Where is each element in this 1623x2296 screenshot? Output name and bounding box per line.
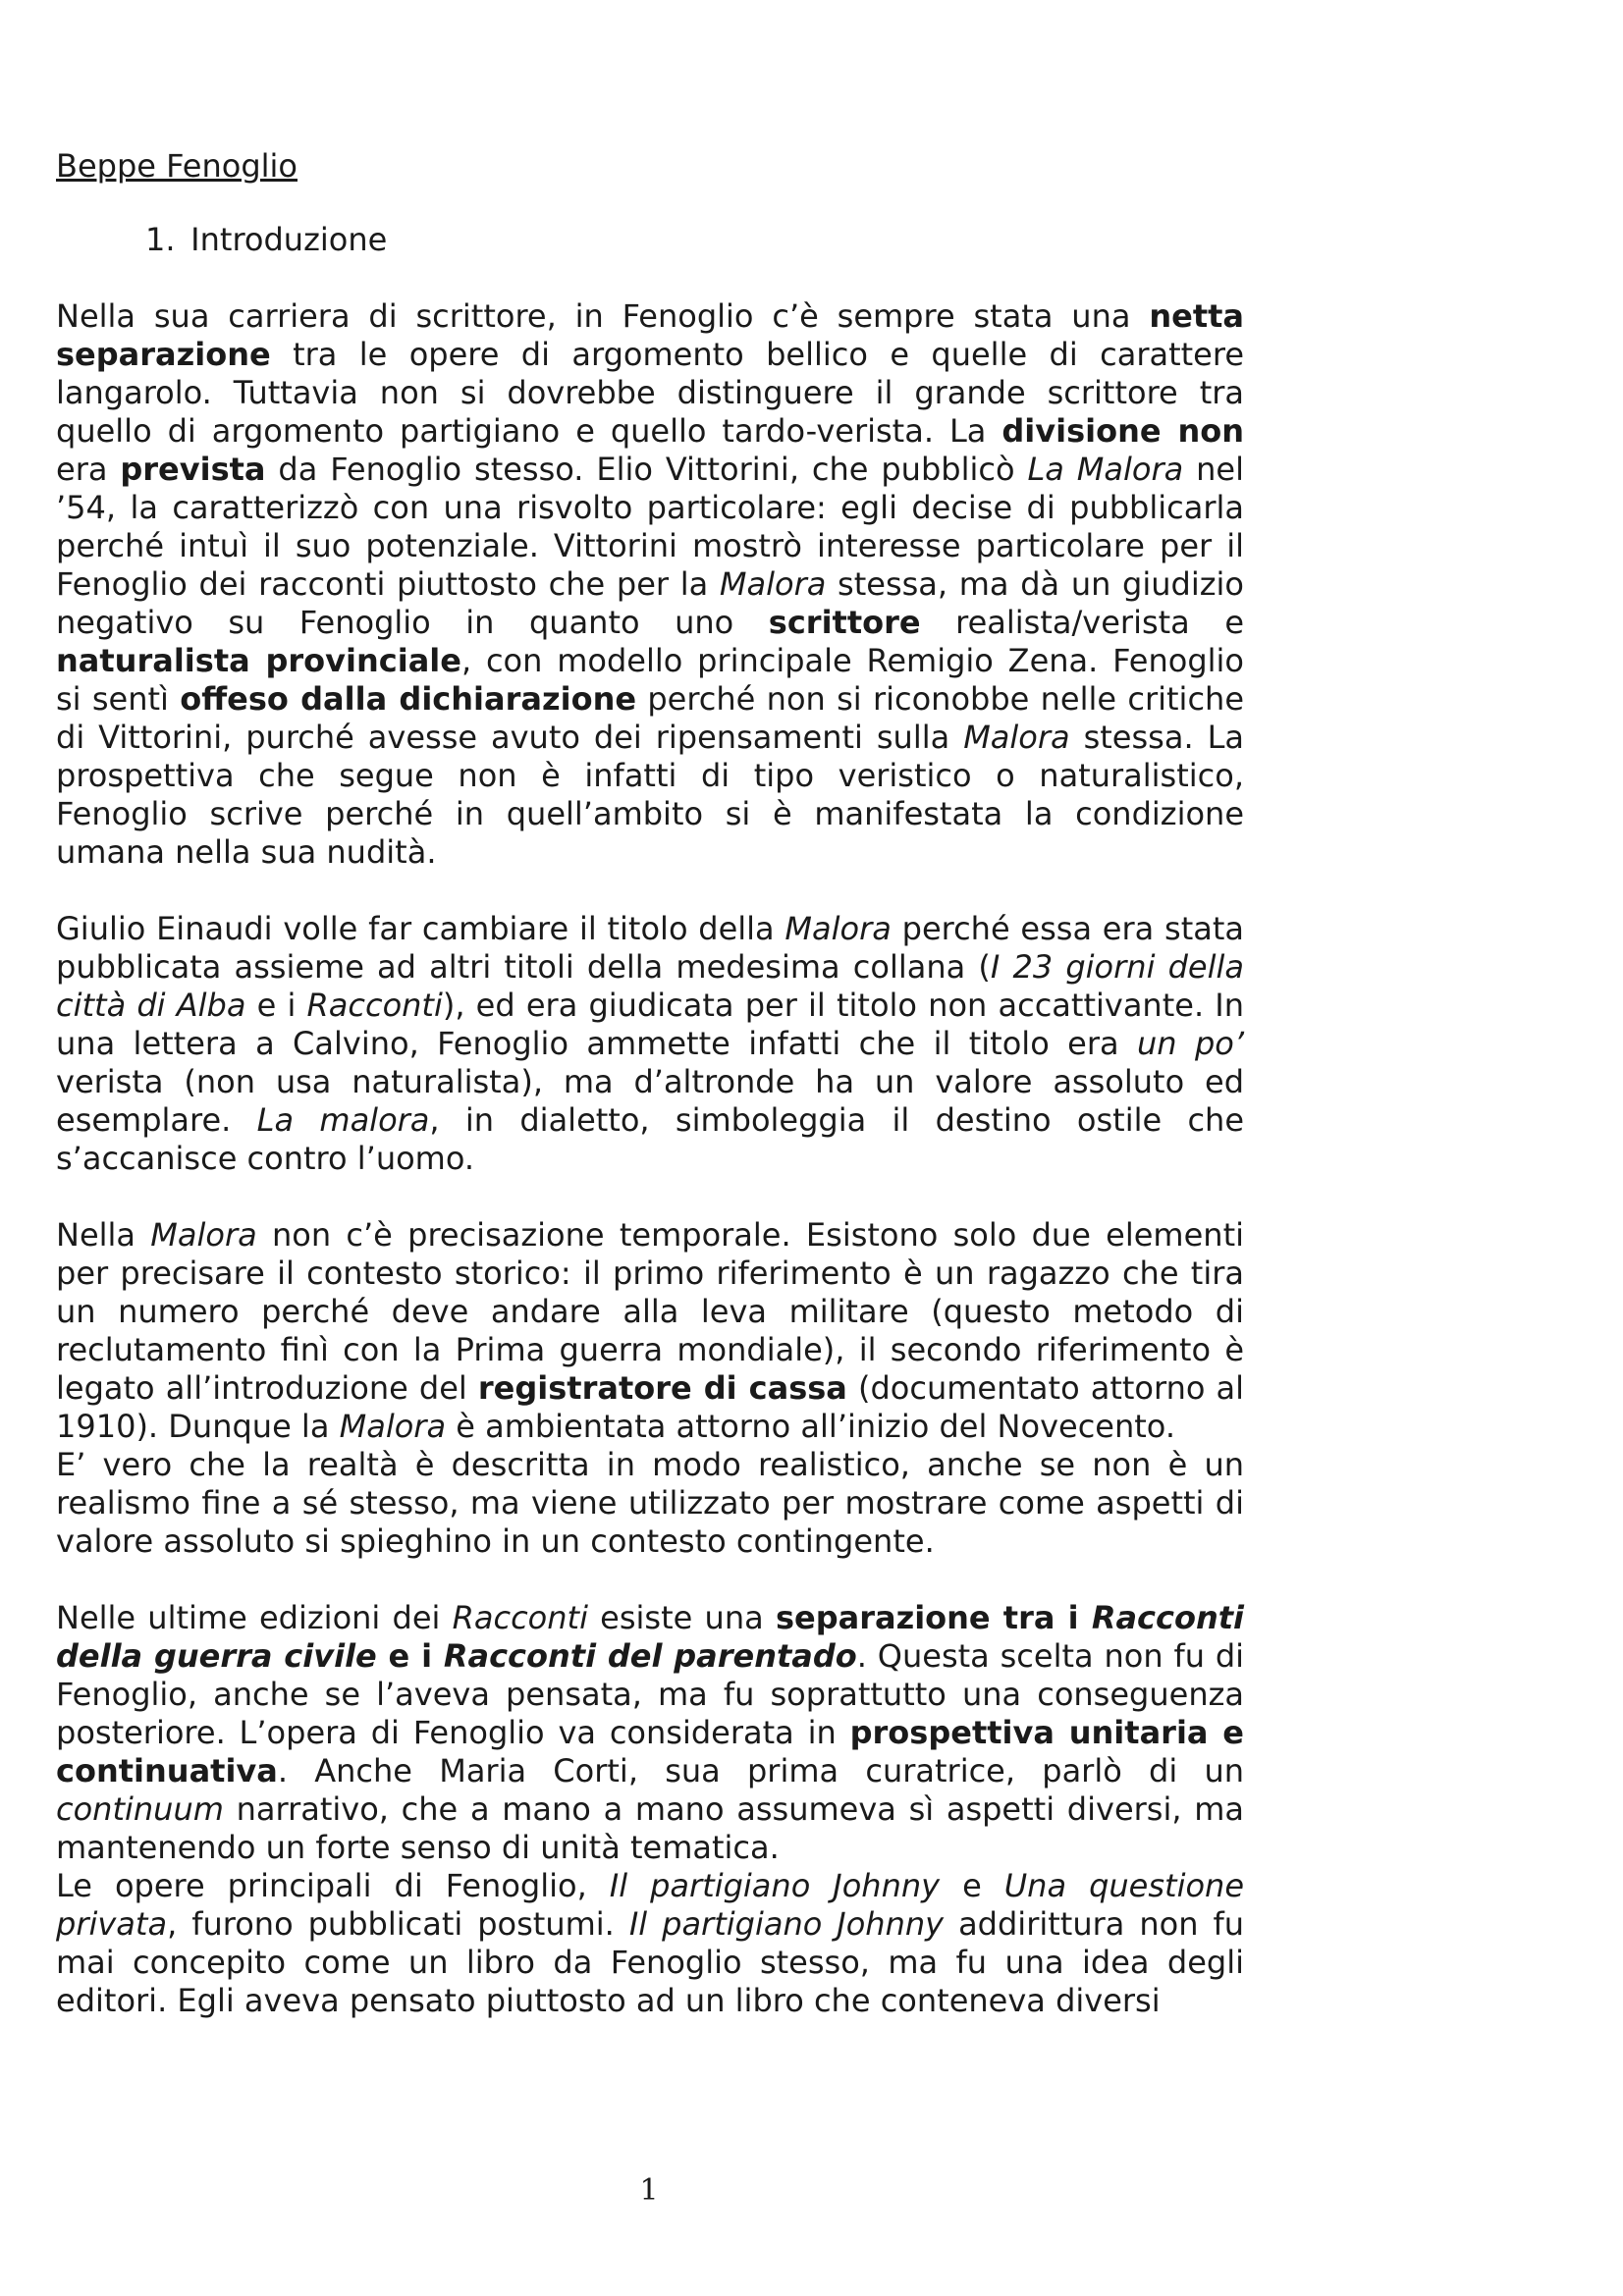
section-heading bbox=[145, 221, 1244, 259]
text-run: perché non si riconobbe nelle critiche di Vittorini, purché avesse avuto dei ripensamenti sulla bbox=[56, 680, 1245, 756]
text-run: un po’ bbox=[1137, 1025, 1245, 1062]
text-run: offeso dalla dichiarazione bbox=[180, 680, 637, 718]
text-run: Racconti della guerra civile bbox=[56, 1599, 1245, 1675]
section-number: 1. bbox=[145, 221, 176, 258]
text-run: Una questione privata bbox=[56, 1867, 1244, 1943]
text-run: Malora bbox=[963, 719, 1070, 756]
text-run: stessa. La prospettiva che segue non è infatti di tipo veristico o naturalistico, Fenoglio scrive perché in quell’ambito si è manifestata la condizione umana nella sua nudità. bbox=[56, 719, 1245, 871]
text-run: , furono pubblicati postumi. bbox=[167, 1905, 629, 1943]
paragraph-6 bbox=[56, 1867, 1244, 2020]
section-title: Introduzione bbox=[190, 221, 388, 258]
text-run: è ambientata attorno all’inizio del Novecento. bbox=[446, 1408, 1175, 1445]
text-run: Malora bbox=[150, 1216, 257, 1254]
paragraph-2 bbox=[56, 910, 1244, 1178]
text-run: e i bbox=[245, 987, 307, 1024]
text-run: Nella bbox=[56, 1216, 151, 1254]
text-run: continuum bbox=[56, 1790, 224, 1828]
text-run: Il partigiano Johnny bbox=[628, 1905, 945, 1943]
text-run: divisione non bbox=[1001, 412, 1245, 450]
text-run: narrativo, che a mano a mano assumeva sì aspetti diversi, ma mantenendo un forte senso di unità tematica. bbox=[56, 1790, 1244, 1866]
paragraph-3 bbox=[56, 1216, 1244, 1446]
text-run: prevista bbox=[120, 451, 266, 488]
text-run: Il partigiano Johnny bbox=[609, 1867, 941, 1904]
text-run: E’ vero che la realtà è descritta in modo realistico, anche se non è un realismo fine a sé stesso, ma viene utilizzato per mostrare come aspetti di valore assoluto si spieghino in un contesto contingente. bbox=[56, 1446, 1244, 1560]
text-run: e i bbox=[376, 1637, 444, 1675]
text-run: Malora bbox=[339, 1408, 447, 1445]
text-run: scrittore bbox=[768, 604, 921, 641]
text-run: Racconti bbox=[306, 987, 443, 1024]
text-run: registratore di cassa bbox=[477, 1369, 847, 1407]
text-run: netta separazione bbox=[56, 297, 1244, 373]
document-page bbox=[56, 147, 1244, 2020]
text-run: nel ’54, la caratterizzò con una risvolto particolare: egli decise di pubblicarla perché intuì il suo potenziale. Vittorini mostrò interesse particolare per il Fenoglio dei racconti piuttosto che per la bbox=[56, 451, 1245, 603]
text-run: Giulio Einaudi volle far cambiare il titolo della bbox=[56, 910, 785, 947]
text-run: Malora bbox=[784, 910, 892, 947]
text-run: ), ed era giudicata per il titolo non accattivante. In una lettera a Calvino, Fenoglio ammette infatti che il titolo era bbox=[56, 987, 1245, 1062]
text-run: La Malora bbox=[1027, 451, 1184, 488]
text-run: Le opere principali di Fenoglio, bbox=[56, 1867, 610, 1904]
text-run: , con modello principale Remigio Zena. Fenoglio si sentì bbox=[56, 642, 1245, 718]
text-run: esiste una bbox=[587, 1599, 776, 1636]
text-run: naturalista provinciale bbox=[56, 642, 461, 679]
text-run: Malora bbox=[719, 565, 827, 603]
text-run: verista (non usa naturalista), ma d’altronde ha un valore assoluto ed esemplare. bbox=[56, 1063, 1244, 1139]
text-run: perché essa era stata pubblicata assieme ad altri titoli della medesima collana ( bbox=[56, 910, 1244, 986]
text-run: Racconti del parentado bbox=[443, 1637, 857, 1675]
text-run: La malora bbox=[256, 1101, 430, 1139]
document-title: Beppe Fenoglio bbox=[56, 147, 298, 185]
text-run: . Questa scelta non fu di Fenoglio, anche se l’aveva pensata, ma fu soprattutto una conseguenza posteriore. L’opera di Fenoglio va considerata in bbox=[56, 1637, 1245, 1751]
text-run: (documentato attorno al 1910). Dunque la bbox=[56, 1369, 1245, 1445]
paragraph-4 bbox=[56, 1446, 1244, 1561]
text-run: addirittura non fu mai concepito come un libro da Fenoglio stesso, ma fu una idea degli editori. Egli aveva pensato piuttosto ad un libro che conteneva diversi bbox=[56, 1905, 1245, 2019]
text-run: tra le opere di argomento bellico e quelle di carattere langarolo. Tuttavia non si dovrebbe distinguere il grande scrittore tra quello di argomento partigiano e quello tardo-verista. La bbox=[56, 336, 1244, 450]
text-run: , in dialetto, simboleggia il destino ostile che s’accanisce contro l’uomo. bbox=[56, 1101, 1245, 1177]
text-run: realista/verista e bbox=[920, 604, 1244, 641]
text-run: era bbox=[56, 451, 121, 488]
text-run: . Anche Maria Corti, sua prima curatrice, parlò di un bbox=[277, 1752, 1244, 1789]
paragraph-5 bbox=[56, 1599, 1244, 1867]
text-run: stessa, ma dà un giudizio negativo su Fenoglio in quanto uno bbox=[56, 565, 1245, 641]
text-run: prospettiva unitaria e continuativa bbox=[56, 1714, 1245, 1789]
page-number: 1 bbox=[639, 2173, 659, 2208]
text-run: Racconti bbox=[452, 1599, 588, 1636]
paragraph-1 bbox=[56, 297, 1244, 872]
text-run: Nella sua carriera di scrittore, in Fenoglio c’è sempre stata una bbox=[56, 297, 1150, 335]
text-run: I 23 giorni della città di Alba bbox=[56, 948, 1245, 1024]
text-run: separazione tra i bbox=[775, 1599, 1092, 1636]
text-run: da Fenoglio stesso. Elio Vittorini, che pubblicò bbox=[265, 451, 1028, 488]
text-run: e bbox=[940, 1867, 1004, 1904]
text-run: non c’è precisazione temporale. Esistono solo due elementi per precisare il contesto storico: il primo riferimento è un ragazzo che tira un numero perché deve andare alla leva militare (questo metodo di reclutamento finì con la Prima guerra mondiale), il secondo riferimento è legato all’introduzione del bbox=[56, 1216, 1244, 1407]
text-run: Nelle ultime edizioni dei bbox=[56, 1599, 453, 1636]
